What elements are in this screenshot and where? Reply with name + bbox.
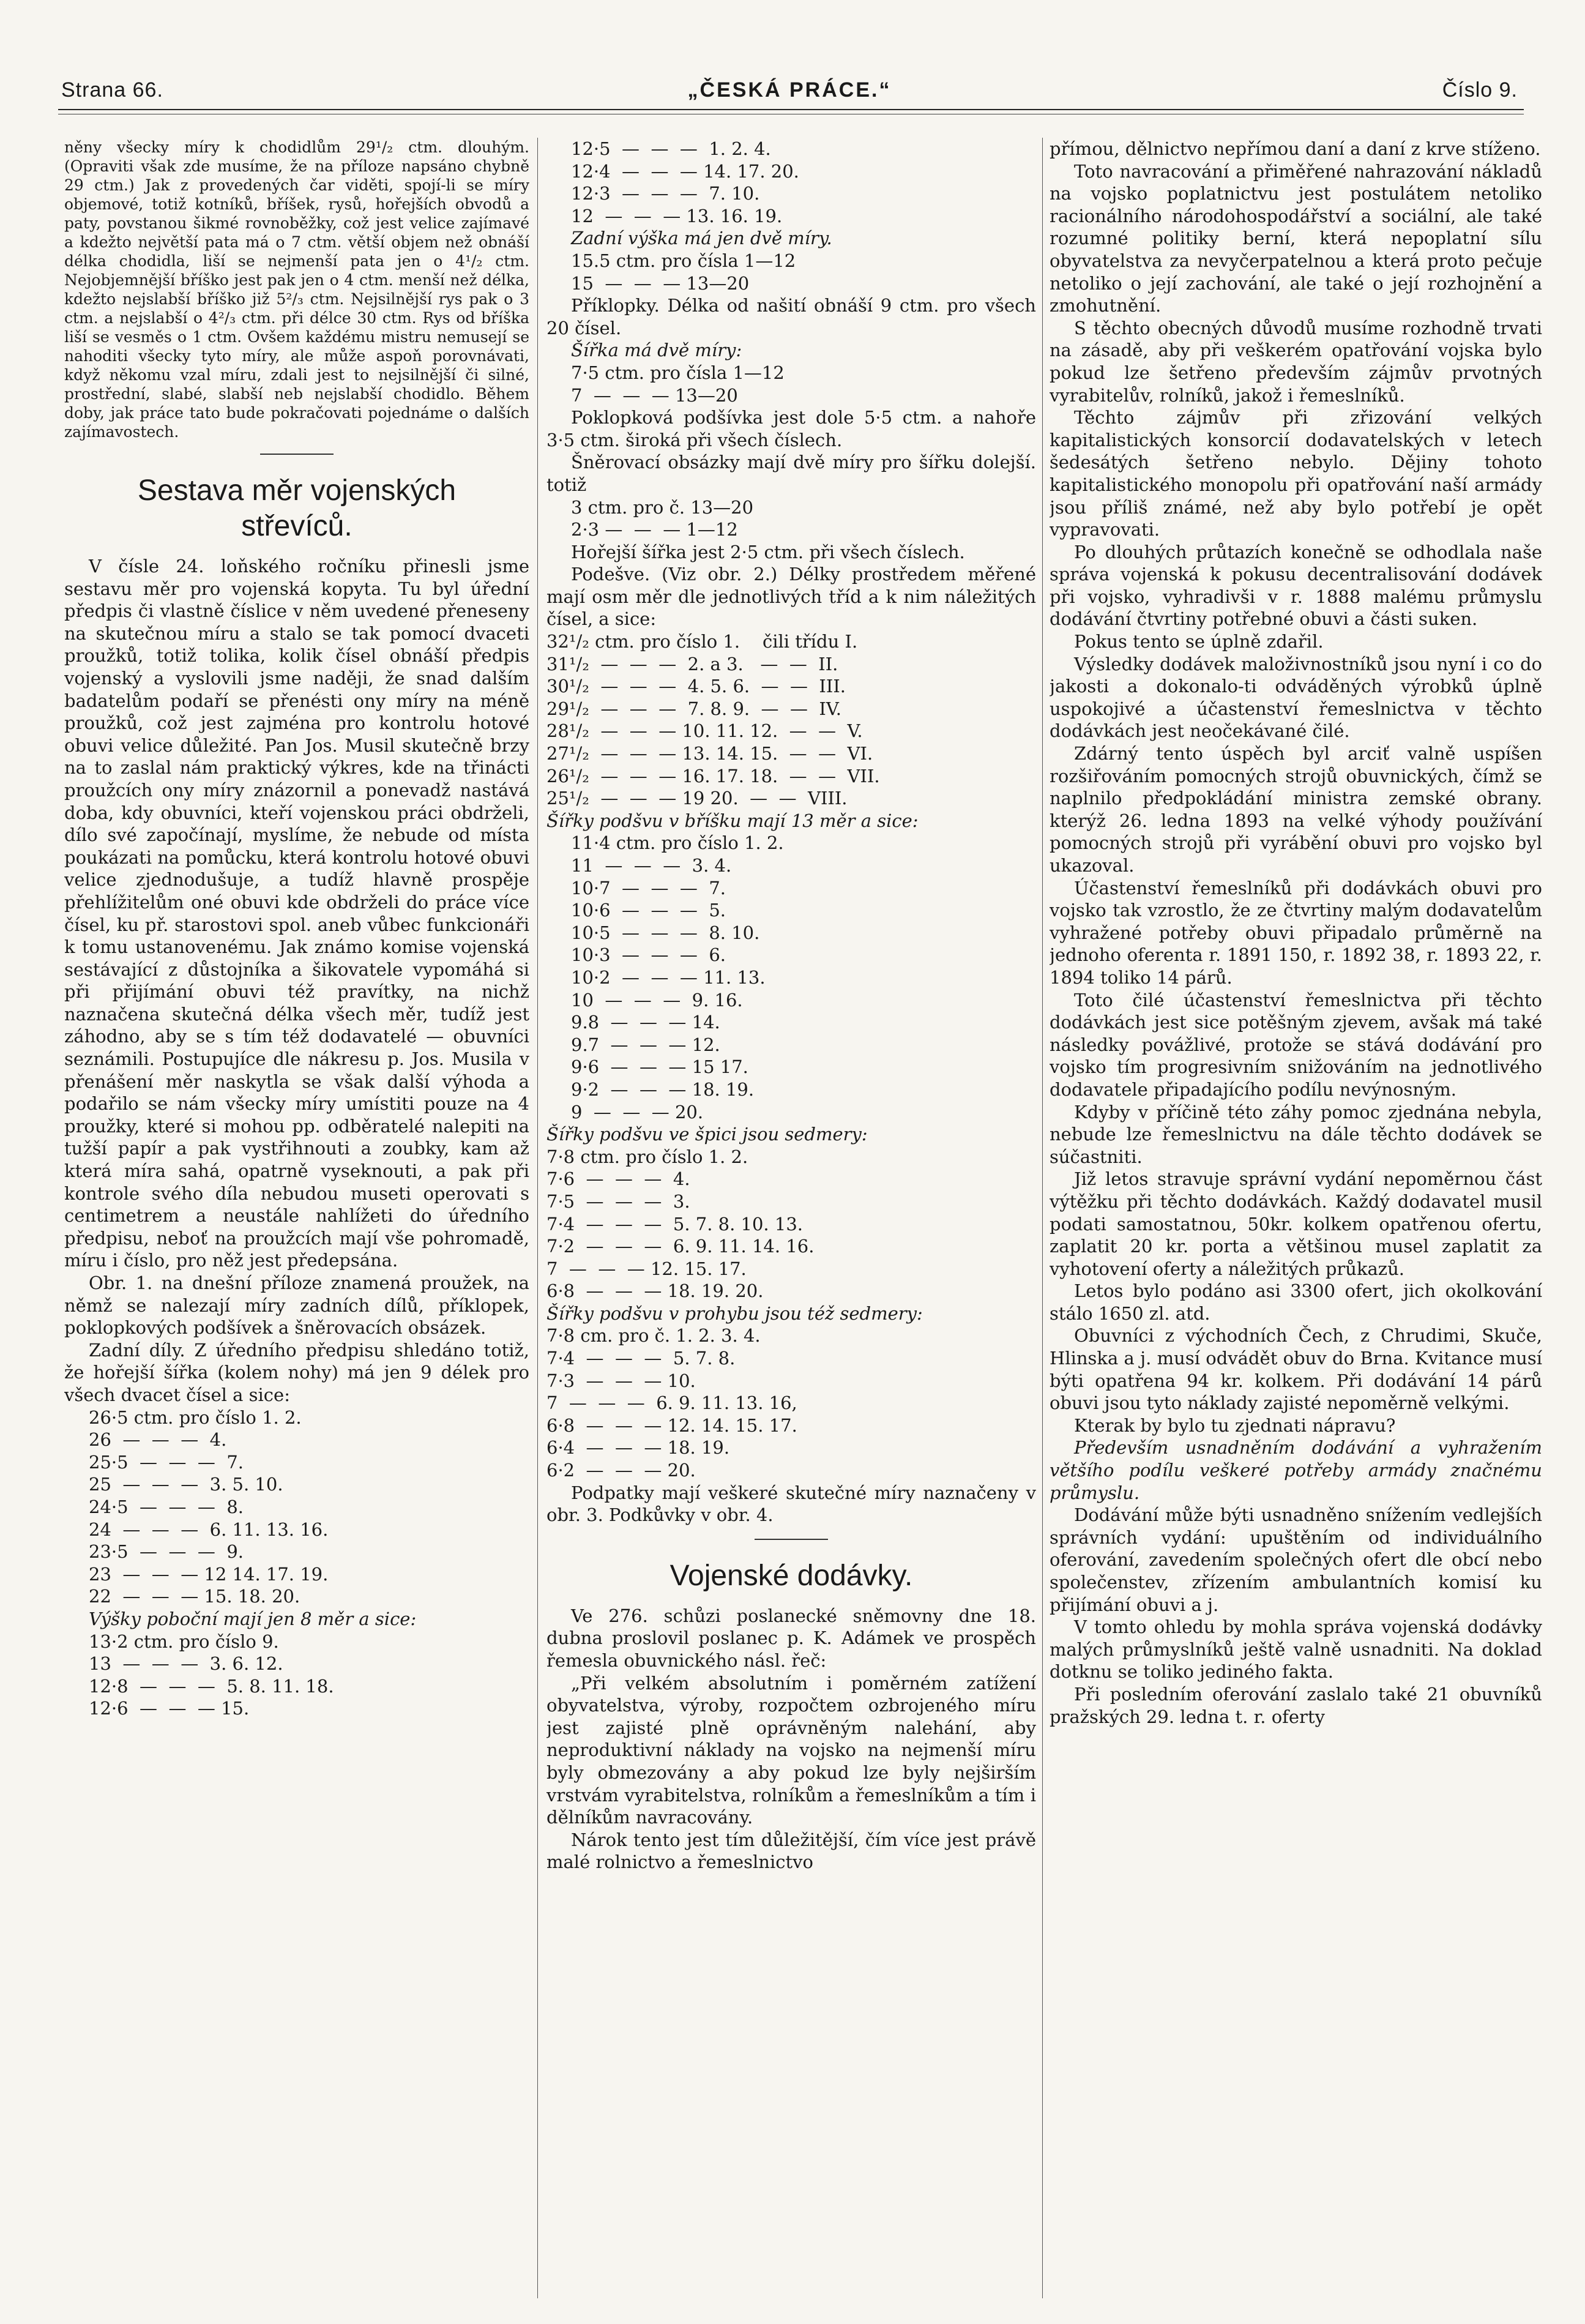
heading-line: střevíců. [241,510,352,542]
table-row: 12 — — — 13. 16. 19. [571,205,783,226]
paragraph: Dodávání může býti usnadněno snížením vedlejších správních vydání: upuštěním od individuálního oferování, zavedením společných ofert dle obcí nebo společenstev, zřízením ambulantních komisí ku přijímání obuvi a j. [1050,1504,1542,1615]
table-row: 28¹/₂ — — — 10. 11. 12. — — V. [546,720,863,742]
table-row: 10·5 — — — 8. 10. [571,922,760,943]
table-row: 7 — — — 13—20 [571,384,738,406]
table-row: 6·8 — — — 12. 14. 15. 17. [546,1414,797,1436]
table-row: 12·4 — — — 14. 17. 20. [571,160,799,182]
section-heading: Vojenské dodávky. [669,1559,913,1592]
paragraph: Podešve. (Viz obr. 2.) Délky prostředem měřené mají osm měr dle jednotlivých tříd a k nim náležitých čísel, a sice: [546,564,1036,630]
paragraph: Šířky podšvu v prohybu jsou též sedmery: [546,1302,923,1324]
table-row: 25 — — — 3. 5. 10. [89,1474,283,1495]
paragraph: Obr. 1. na dnešní příloze znamená proužek, na němž se nalezají míry zadních dílů, příklopek, poklopkových podšívek a šněrovacích obsázek. [64,1272,529,1339]
table-row: 12·6 — — — 15. [89,1698,250,1719]
paragraph: Šířka má dvě míry: [571,340,742,361]
table-row: 11 — — — 3. 4. [571,855,732,876]
table-row: 11·4 ctm. pro číslo 1. 2. [571,832,784,854]
table-row: 25¹/₂ — — — 19 20. — — VIII. [546,788,848,809]
paragraph: Kdyby v příčině této záhy pomoc zjednána nebyla, nebude lze řemeslnictvu na dále těchto dodávek se súčastniti. [1050,1101,1542,1167]
paragraph: Ve 276. schůzi poslanecké sněmovny dne 18. dubna proslovil poslanec p. K. Adámek ve prospěch řemesla obuvnického násl. řeč: [546,1605,1036,1671]
table-row: 2·3 — — — 1—12 [571,519,738,540]
table-row: 10 — — — 9. 16. [571,989,743,1011]
paragraph: Účastenství řemeslníků při dodávkách obuvi pro vojsko tak vzrostlo, že ze čtvrtiny malým dodavatelům vyhražené potřeby obuvi připadalo průměrně na jednoho oferenta r. 1891 150, r. 1892 38, r. 1893 22, r. 1894 toliko 14 párů. [1050,877,1542,988]
table-row: 7·3 — — — 10. [546,1370,696,1391]
table-row: 7 — — — 6. 9. 11. 13. 16, [546,1392,797,1414]
table-row: 30¹/₂ — — — 4. 5. 6. — — III. [546,676,846,697]
paragraph: Pokus tento se úplně zdařil. [1074,631,1324,652]
paragraph: V tomto ohledu by mohla správa vojenská dodávky malých průmyslníků ještě valně usnadniti. Na doklad dotknu se toliko jediného fakta. [1050,1616,1542,1683]
table-row: 9.7 — — — 12. [571,1034,720,1055]
paragraph: Letos bylo podáno asi 3300 ofert, jich okolkování stálo 1650 zl. atd. [1050,1280,1542,1324]
table-row: 15 — — — 13—20 [571,272,750,294]
table-row: 7·8 ctm. pro číslo 1. 2. [546,1146,748,1167]
paragraph: Šněrovací obsázky mají dvě míry pro šířku dolejší. totiž [546,452,1036,495]
section-heading [64,473,529,544]
table-row: 7·4 — — — 5. 7. 8. 10. 13. [546,1213,803,1235]
paragraph: Poklopková podšívka jest dole 5·5 ctm. a nahoře 3·5 ctm. široká při všech číslech. [546,407,1036,450]
table-row: 26¹/₂ — — — 16. 17. 18. — — VII. [546,765,880,786]
table-row: 10·2 — — — 11. 13. [571,966,766,988]
table-row: 22 — — — 15. 18. 20. [89,1586,300,1607]
heading-line: Sestava měr vojenských [137,474,457,507]
table-row: 26·5 ctm. pro číslo 1. 2. [89,1407,302,1428]
section-separator [260,454,334,455]
paragraph: přímou, dělnictvo nepřímou daní a daní z krve stíženo. [1050,138,1541,159]
paragraph: „Při velkém absolutním i poměrném zatížení obyvatelstva, výroby, rozpočtem ozbrojeného míru jest zajisté plně oprávněným nalehání, aby neproduktivní náklady na vojsko na nejmenší míru byly obmezovány a aby pokud lze byly nejširším vrstvám vyrabitelstva, rolníkům a řemeslníkům a tím i dělníkům navracovány. [546,1672,1036,1828]
table-row: 13 — — — 3. 6. 12. [89,1653,283,1675]
column-divider [1042,138,1043,2298]
table-row: 9·2 — — — 18. 19. [571,1078,755,1100]
paragraph: Obuvníci z východních Čech, z Chrudimi, Skuče, Hlinska a j. musí odvádět obuv do Brna. Kvitance musí býti opatřena 94 kr. kolkem. Při dodávání 14 párů obuvi jsou tyto náklady zajisté nepoměrně velkými. [1050,1325,1542,1414]
masthead-title: „ČESKÁ PRÁCE.“ [687,78,892,102]
paragraph: Toto navracování a přiměřené nahrazování nákladů na vojsko poplatnictvu jest postulátem netoliko racionálního národohospodářství a sociální, ale také rozumné politiky berní, která nepoplatní sílu obyvatelstva za nevyčerpatelnou a která proto pečuje netoliko o její zachování, ale také o její rozhojnění a zmohutnění. [1050,160,1542,316]
paragraph: Především usnadněním dodávání a vyhražením většího podílu veškeré potřeby armády značnému průmyslu. [1050,1437,1542,1503]
paragraph: Zadní výška má jen dvě míry. [571,228,832,249]
table-row: 10·3 — — — 6. [571,944,726,966]
table-row: 27¹/₂ — — — 13. 14. 15. — — VI. [546,743,873,764]
table-row: 9·6 — — — 15 17. [571,1056,748,1078]
column-3 [1050,138,1542,2298]
table-row: 15.5 ctm. pro čísla 1—12 [571,250,796,271]
column-2 [546,138,1036,2298]
table-row: 24 — — — 6. 11. 13. 16. [89,1519,329,1540]
paragraph: Těchto zájmův při zřizování velkých kapitalistických konsorcií dodavatelských v letech šedesátých šetřeno nebylo. Dějiny tohoto kapitalistického monopolu při opatřování naší armády jsou příliš známé, než aby bylo potřebí je opět vypravovati. [1050,407,1542,540]
paragraph: Šířky podšvu ve špici jsou sedmery: [546,1124,868,1145]
issue-number: Číslo 9. [1442,78,1518,102]
table-row: 7·8 cm. pro č. 1. 2. 3. 4. [546,1325,761,1347]
paragraph: Nárok tento jest tím důležitější, čím více jest právě malé rolnictvo a řemeslnictvo [546,1829,1036,1873]
table-row: 6·8 — — — 18. 19. 20. [546,1280,764,1302]
paragraph: Šířky podšvu v bříšku mají 13 měr a sice: [546,810,919,831]
paragraph: Hořejší šířka jest 2·5 ctm. při všech číslech. [571,541,965,562]
paragraph: Po dlouhých průtazích konečně se odhodlala naše správa vojenská k pokusu decentralisování dodávek při vojsko, vyhradivši v r. 1888 malému průmyslu dodávání čtvrtiny potřebné obuvi a části suken. [1050,541,1542,630]
table-row: 7·6 — — — 4. [546,1168,690,1190]
table-row: 7·5 ctm. pro čísla 1—12 [571,362,785,383]
table-row: 13·2 ctm. pro číslo 9. [89,1631,279,1652]
table-row: 6·4 — — — 18. 19. [546,1437,730,1459]
table-row: 9.8 — — — 14. [571,1012,720,1033]
page-number: Strana 66. [61,78,163,102]
table-row: 23·5 — — — 9. [89,1541,244,1563]
paragraph: Při posledním oferování zaslalo také 21 obuvníků pražských 29. ledna t. r. oferty [1050,1683,1542,1727]
paragraph: Podpatky mají veškeré skutečné míry naznačeny v obr. 3. Podkůvky v obr. 4. [546,1482,1036,1526]
table-row: 7·2 — — — 6. 9. 11. 14. 16. [546,1236,815,1257]
paragraph: Příklopky. Délka od našití obnáší 9 ctm. pro všech 20 čísel. [546,295,1036,338]
table-row: 7·4 — — — 5. 7. 8. [546,1348,736,1369]
paragraph: Toto čilé účastenství řemeslnictva při těchto dodávkách jest sice potěšným zjevem, avšak má také následky povážlivé, protože se stává dodávání pro vojsko tím progresivním snižováním na jednotlivého dodavatele připadajícího podílu nevýnosným. [1050,989,1542,1100]
table-row: 6·2 — — — 20. [546,1460,696,1481]
table-row: 3 ctm. pro č. 13—20 [571,496,754,518]
paragraph: V čísle 24. loňského ročníku přinesli jsme sestavu měr pro vojenská kopyta. Tu byl úřední předpis či vlastně číslice v něm uvedené přeneseny na skutečnou míru a stalo se tak pomocí dvaceti proužků, totiž tolika, kolik čísel obnáší předpis vojenský a vyslovili jsme naději, že snad dalším badatelům podaří se přenésti ony míry na méně proužků, což jest zajména pro kontrolu hotové obuvi velice důležité. Pan Jos. Musil skutečně brzy na to zaslal nám praktický výkres, kde na třinácti proužcích ony míry znázornil a ponevadž nastává doba, kdy obuvníci, kteří vojenskou práci obdrželi, dílo své započínají, myslíme, že nebude od místa poukázati na pomůcku, která kontrolu hotové obuvi velice zjednodušuje, a tudíž hlavně prospěje přehlížitelům oné obuvi kde obdrželi do práce více čísel, ku př. starostovi spol. aneb vůbec funkcionáři k tomu ustanovenému. Jak známo komise vojenská sestávající z důstojníka a šikovatele vypomáhá si při přijímání obuvi též pravítky, na nichž naznačena skutečná délka všech měr, tudíž jest záhodno, aby se s tím též dodavatelé — obuvníci seznámili. Postupujíce dle nákresu p. Jos. Musila v přenášení měr naskytla se však další výhoda a podařilo se nám všecky míry umístiti pouze na 4 proužky, které si mohou pp. odběratelé nalepiti na tužší papír a pak vystřihnouti a zoubky, kam až která míra sahá, opatrně vyseknouti, a pak při kontrole svého díla nebudou museti operovati s centimetrem a neustále nahlížeti do úředního předpisu, neboť na proužcích mají vše pohromadě, míru i číslo, pro něž jest předepsána. [64,556,529,1271]
table-row: 32¹/₂ ctm. pro číslo 1. čili třídu I. [546,631,858,652]
table-row: 25·5 — — — 7. [89,1451,244,1473]
table-row: 12·5 — — — 1. 2. 4. [571,138,771,159]
table-row: 10·7 — — — 7. [571,877,726,899]
column-divider [537,138,538,2298]
paragraph: Výšky poboční mají jen 8 měr a sice: [89,1608,417,1629]
table-row: 29¹/₂ — — — 7. 8. 9. — — IV. [546,698,841,719]
paragraph: Výsledky dodávek maloživnostníků jsou nyní i co do jakosti a dokonalo-ti odváděných výrobků úplně uspokojivé a účastenství řemeslnictva v těchto dodávkách jest neočekávané čilé. [1050,653,1542,742]
table-row: 10·6 — — — 5. [571,900,726,921]
paragraph: něny všecky míry k chodidlům 29¹/₂ ctm. dlouhým. (Opraviti však zde musíme, že na příloze napsáno chybně 29 ctm.) Jak z provedených čar viděti, spojí-li se míry objemové, totiž kotníků, bříšek, rysů, hořejších obvodů a paty, povstanou šikmé rovnoběžky, což jest velice zajímavé a kdežto největší pata má o 7 ctm. větší objem než obnáší délka chodidla, liší se nejmenší pata jen o 4¹/₂ ctm. Nejobjemnější bříško jest pak jen o 4 ctm. menší než délka, kdežto nejslabší bříško již 5²/₃ ctm. Nejsilnější rys pak o 3 ctm. a nejslabší o 4²/₃ ctm. při délce 30 ctm. Rys od bříška liší se vesměs o 1 ctm. Ovšem každému mistru nemusejí se nahoditi všecky tyto míry, ale může aspoň porovnávati, když někomu vzal míru, zdali jest to nejsilnější či silné, prostřední, slabé, slabší neb nejslabší chodidlo. Během doby, jak práce tato bude pokračovati pojednáme o dalších zajímavostech. [64,138,529,441]
table-row: 12·3 — — — 7. 10. [571,183,760,204]
table-row: 9 — — — 20. [571,1101,704,1123]
paragraph: Kterak by bylo tu zjednati nápravu? [1074,1414,1396,1436]
table-row: 23 — — — 12 14. 17. 19. [89,1563,329,1585]
paragraph: S těchto obecných důvodů musíme rozhodně trvati na zásadě, aby při veškerém opatřování vojska bylo pokud lze šetřeno především zájmův prvotných vyrabitelův, rolníků, jakož i řemeslníků. [1050,317,1542,406]
table-row: 26 — — — 4. [89,1429,227,1451]
section-separator [755,1539,828,1540]
table-row: 31¹/₂ — — — 2. a 3. — — II. [546,653,838,674]
column-1 [64,138,529,2298]
paragraph: Již letos stravuje správní vydání nepoměrnou část výtěžku při těchto dodávkách. Každý dodavatel musil podati samostatnou, 50kr. kolkem opatřenou ofertu, zaplatit 20 kr. porta a většinou musel zaplatit za vyhotovení oferty a náležitých průkazů. [1050,1168,1542,1279]
table-row: 7 — — — 12. 15. 17. [546,1258,747,1279]
paragraph: Zadní díly. Z úředního předpisu shledáno totiž, že hořejší šířka (kolem nohy) má jen 9 délek pro všech dvacet čísel a sice: [64,1339,529,1405]
table-row: 7·5 — — — 3. [546,1190,690,1212]
table-row: 12·8 — — — 5. 8. 11. 18. [89,1675,334,1697]
header-rule [58,109,1524,110]
paragraph: Zdárný tento úspěch byl arciť valně uspíšen rozšiřováním pomocných strojů obuvnických, čímž se naplnilo předpokládání ministra zemské obrany. kterýž 26. ledna 1893 na velké výhody používání pomocných strojů při vyrábění obuvi pro vojsko byl ukazoval. [1050,743,1542,876]
table-row: 24·5 — — — 8. [89,1496,244,1517]
